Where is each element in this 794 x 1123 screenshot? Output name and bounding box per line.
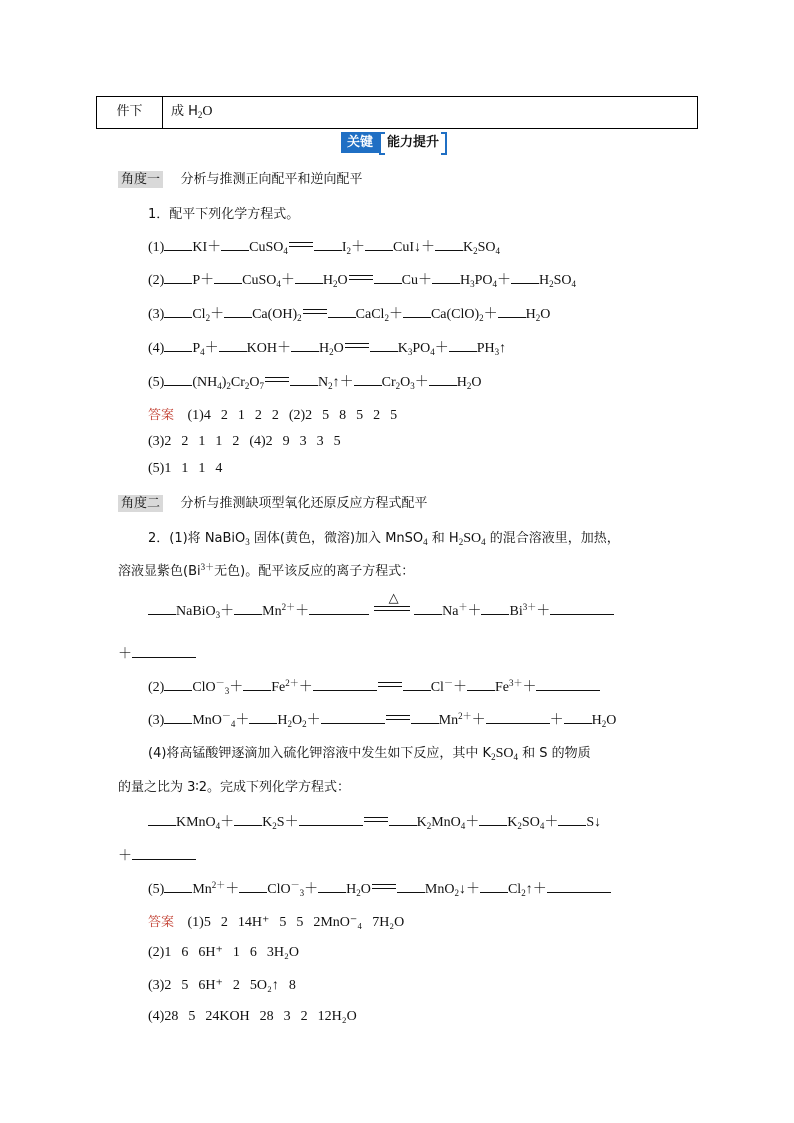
answer-value: 4 (215, 461, 223, 476)
answer-value: (3)2 (148, 978, 172, 993)
answer-value: (2)2 (288, 408, 313, 423)
answer-value: 1 (198, 461, 206, 476)
question-paragraph: 的量之比为 3∶2。完成下列化学方程式： (118, 780, 351, 795)
answer-value: 1 (232, 945, 240, 960)
answer-value: 2 (300, 1009, 308, 1024)
answer-value: 3 (316, 434, 324, 449)
answer-value: (2)1 (148, 945, 172, 960)
answer-value: 28 (259, 1009, 274, 1024)
answer-value: 2 (220, 915, 228, 930)
angle-tag: 角度二 (118, 495, 163, 512)
answer-value: 8 (339, 408, 347, 423)
angle-title: 分析与推测缺项型氧化还原反应方程式配平 (180, 496, 428, 511)
angle-heading (118, 492, 428, 512)
answer-value: (1)5 (187, 915, 211, 930)
answer-value: 3 (283, 1009, 291, 1024)
question-paragraph: 溶液显紫色($Bi^{3+}$无色)。配平该反应的离子方程式： (118, 562, 415, 579)
answer-value: 2 (373, 408, 381, 423)
answer-value: 24KOH (205, 1009, 250, 1024)
equation-ion-1: NaBiO$_3$＋ $Mn^{2+}+$ △ $Na^++ Bi^{3+}+$ (148, 600, 614, 620)
answer-value: 5 (390, 408, 398, 423)
question-paragraph: (4)将高锰酸钾逐滴加入硫化钾溶液中发生如下反应，其中 $K_2SO_4$ 和 S 的物质 (148, 746, 591, 762)
heat-triangle-icon: △ (388, 590, 399, 605)
angle-tag: 角度一 (118, 171, 163, 188)
table-cell-condition: 件下 (97, 97, 163, 128)
answer-value: 12H₂O (317, 1009, 357, 1024)
answer-value: 1 (181, 461, 189, 476)
answer-row (148, 1009, 367, 1025)
answer-value: 6H⁺ (198, 978, 223, 993)
answer-value: (4)28 (148, 1009, 179, 1024)
answer-value: 8 (288, 978, 296, 993)
equation-1: (1) KI＋ CuSO$_4$ $I_2+$ CuI↓＋ $K_2SO_4$ (148, 240, 501, 256)
answer-value: 5 (188, 1009, 196, 1024)
equation-4b-cont: ＋ (118, 845, 196, 865)
question-title: 1．配平下列化学方程式。 (148, 207, 300, 222)
answer-row (148, 911, 414, 931)
table-cell-product: 成 $H_2O$ (171, 104, 213, 120)
answer-row (148, 461, 232, 477)
answer-value: 5 (333, 434, 341, 449)
answer-row (148, 977, 306, 994)
answer-value: 5 (356, 408, 364, 423)
angle-heading (118, 168, 363, 188)
equation-4: (4) $P_4+ KOH+ H_2O$ $K_3PO_4+$ $PH_3↑$ (148, 341, 507, 357)
answer-value: 1 (198, 434, 206, 449)
answer-value: 2 (271, 408, 279, 423)
answer-label: 答案 (148, 408, 175, 423)
bracket-right-icon (441, 132, 447, 155)
answer-value: 5 (181, 978, 189, 993)
answer-value: (3)2 (148, 434, 172, 449)
answer-value: (1)4 (187, 408, 211, 423)
banner-right: 能力提升 (387, 135, 440, 150)
answer-value: 3 (299, 434, 307, 449)
answer-value: 2 (232, 434, 240, 449)
equation-5b: (5) $Mn^{2+}+ ClO^-_3+ H_2O$ MnO$_2$↓＋ $Cl_2↑+$ (148, 878, 611, 898)
equation-ion-3: (3) $MnO^-_4+ H_2O_2+ Mn^{2+}+ + H_2O$ (148, 711, 617, 729)
answer-value: 2MnO⁻₄ (313, 915, 363, 930)
equation-3: (3) $Cl_2+ Ca(OH)_2$ CaCl$_2$＋ $Ca(ClO)_2+ H_2O$ (148, 307, 551, 323)
answer-value: 3H₂O (266, 945, 299, 960)
equation-5: (5) $(NH_4)_2Cr_2O_7$ $N_2↑+ Cr_2O_3+ H_2O$ (148, 375, 482, 391)
question-paragraph: 2．(1)将 NaBiO$_3$ 固体(黄色，微溶)加入 MnSO$_4$ 和 $H_2SO_4$ 的混合溶液里，加热， (148, 531, 620, 547)
section-banner (341, 132, 447, 153)
answer-row (148, 434, 351, 450)
answer-value: 9 (282, 434, 290, 449)
equation-4b: KMnO$_4$＋ $K_2S+ K_2MnO_4+ K_2SO_4+$ S↓ (148, 811, 601, 831)
answer-value: 2 (220, 408, 228, 423)
answer-value: 5 (296, 915, 304, 930)
answer-label: 答案 (148, 915, 175, 930)
answer-value: 5 (322, 408, 330, 423)
answer-row (148, 944, 309, 961)
equation-2: (2) P＋ CuSO$_4$＋ $H_2O$ $Cu+ H_3PO_4+ H_2SO_4$ (148, 273, 577, 289)
answer-value: 14H⁺ (237, 915, 270, 930)
answer-value: 1 (215, 434, 223, 449)
answer-value: 6H⁺ (198, 945, 223, 960)
answer-value: 2 (254, 408, 262, 423)
answer-row (148, 404, 407, 424)
answer-value: 5 (279, 915, 287, 930)
answer-value: 1 (237, 408, 245, 423)
answer-value: 6 (249, 945, 257, 960)
answer-value: 7H₂O (372, 915, 405, 930)
equation-ion-2: (2) $ClO^-_3+ Fe^{2+}+ Cl^-+ Fe^{3+}+$ (148, 676, 600, 696)
answer-value: 2 (181, 434, 189, 449)
table-row (96, 96, 698, 129)
answer-value: 2 (232, 978, 240, 993)
angle-title: 分析与推测正向配平和逆向配平 (180, 172, 363, 187)
equation-ion-1-cont: ＋ (118, 643, 196, 663)
answer-value: 5O₂↑ (249, 978, 279, 993)
answer-value: (4)2 (249, 434, 273, 449)
banner-left: 关键 (341, 132, 379, 153)
answer-value: (5)1 (148, 461, 172, 476)
answer-value: 6 (181, 945, 189, 960)
